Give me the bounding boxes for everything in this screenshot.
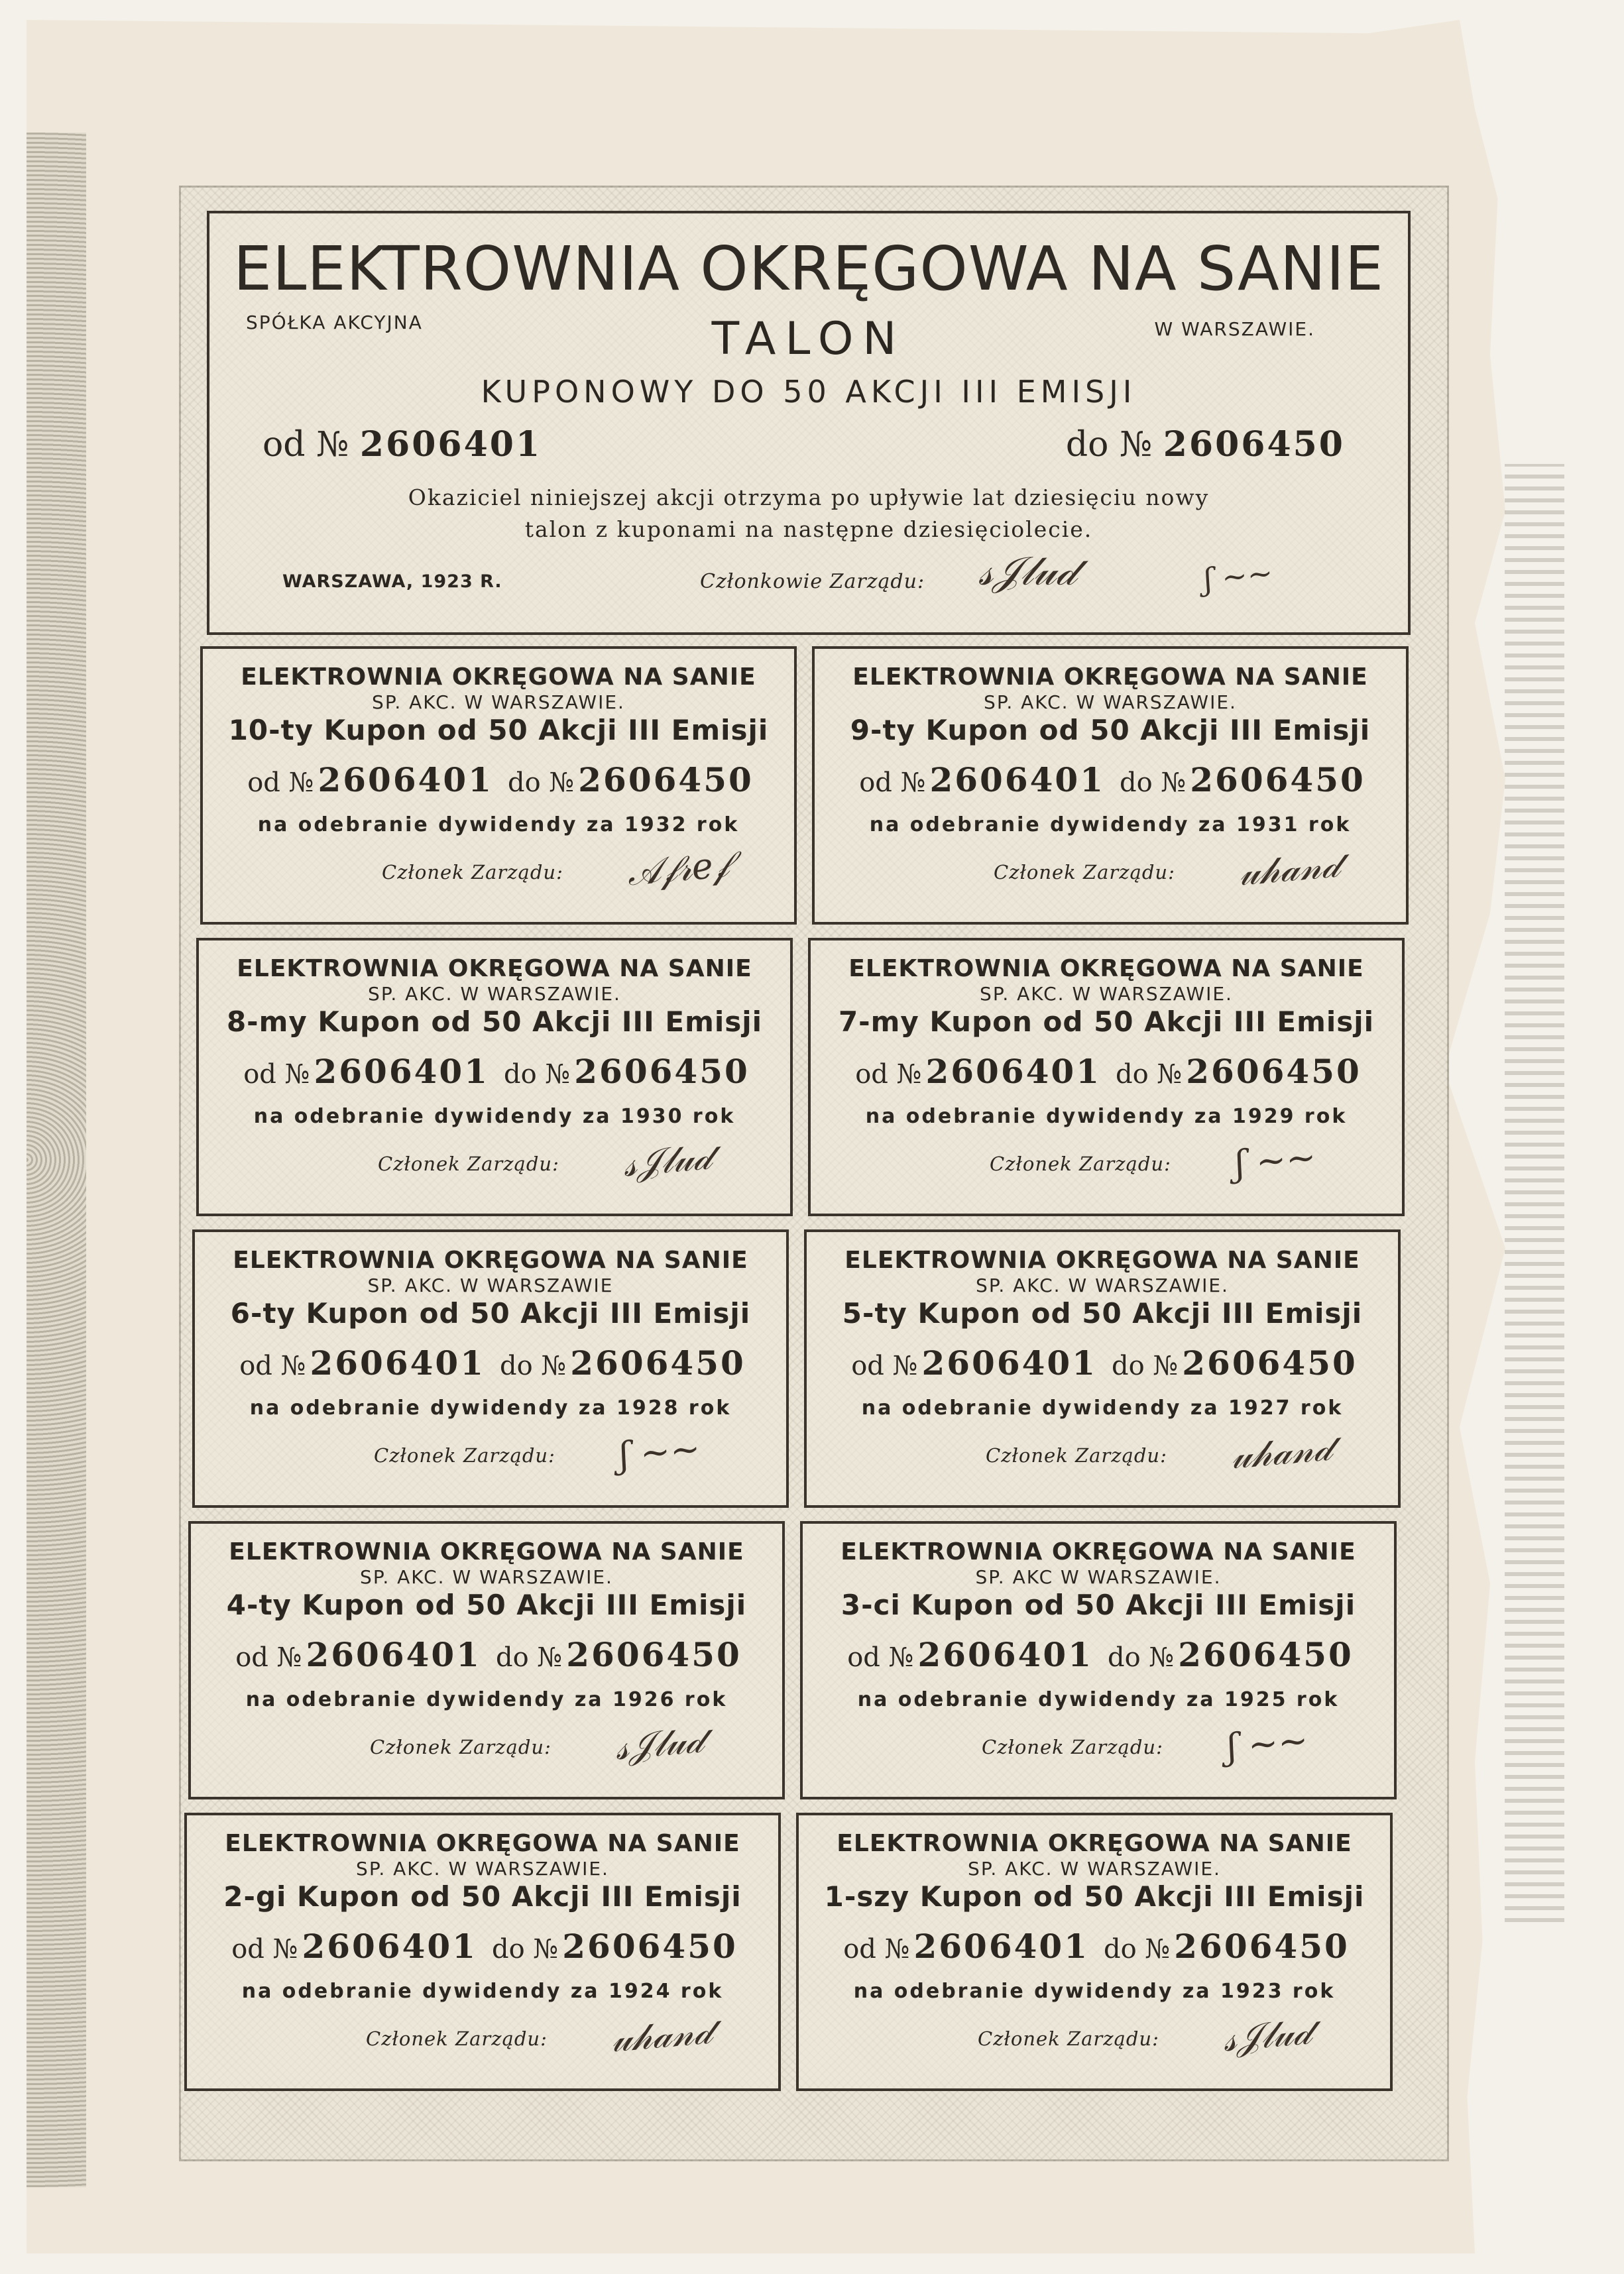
coupon-company: ELEKTROWNIA OKRĘGOWA NA SANIE: [241, 663, 756, 691]
coupon-subtitle: SP. AKC. W WARSZAWIE.: [368, 983, 621, 1005]
coupon-member-label: Członek Zarządu:: [374, 1444, 555, 1467]
coupon-subtitle: SP. AKC. W WARSZAWIE.: [984, 691, 1237, 713]
coupon-member-label: Członek Zarządu:: [982, 1736, 1163, 1758]
coupon-subtitle: SP. AKC. W WARSZAWIE.: [356, 1858, 609, 1880]
talon-description: Okaziciel niniejszej akcji otrzyma po upływie lat dziesięciu nowy talon z kuponami na następne dziesięciolecie.: [408, 484, 1210, 542]
coupon-dividend: na odebranie dywidendy za 1925 rok: [857, 1688, 1340, 1711]
coupon-company: ELEKTROWNIA OKRĘGOWA NA SANIE: [848, 955, 1364, 982]
coupon-dividend: na odebranie dywidendy za 1923 rok: [853, 1980, 1336, 2003]
coupon-range: od № 2606401 do № 2606450: [859, 760, 1365, 799]
place-date: WARSZAWA, 1923 R.: [282, 571, 502, 592]
coupon-title: 4-ty Kupon od 50 Akcji III Emisji: [226, 1589, 747, 1621]
coupon-dividend: na odebranie dywidendy za 1928 rok: [249, 1396, 732, 1420]
coupon-company: ELEKTROWNIA OKRĘGOWA NA SANIE: [841, 1538, 1356, 1565]
coupon-dividend: na odebranie dywidendy za 1924 rok: [241, 1980, 724, 2003]
range-to: do № 2606450: [1065, 424, 1345, 465]
coupon-company: ELEKTROWNIA OKRĘGOWA NA SANIE: [233, 1247, 748, 1274]
coupon-box: [184, 1813, 781, 2091]
coupon-company: ELEKTROWNIA OKRĘGOWA NA SANIE: [225, 1830, 740, 1857]
coupon-company: ELEKTROWNIA OKRĘGOWA NA SANIE: [852, 663, 1368, 691]
coupon-member-label: Członek Zarządu:: [366, 2027, 548, 2050]
coupon-signature: ʃ ∼∼: [1225, 1719, 1310, 1768]
signature-1: 𝓈𝒥𝓁𝓊𝒹: [978, 548, 1076, 595]
coupon-signature: 𝓈𝒥𝓁𝓊𝒹: [621, 1135, 713, 1185]
coupon-signature: 𝓊𝒽𝒶𝓃𝒹: [1229, 1426, 1334, 1477]
coupon-range: od № 2606401 do № 2606450: [247, 760, 754, 799]
coupon-dividend: na odebranie dywidendy za 1930 rok: [253, 1105, 736, 1128]
coupon-box: [188, 1521, 785, 1799]
coupon-subtitle: SP. AKC. W WARSZAWIE: [367, 1275, 614, 1296]
coupon-title: 2-gi Kupon od 50 Akcji III Emisji: [223, 1880, 742, 1913]
coupon-range: od № 2606401 do № 2606450: [851, 1343, 1358, 1383]
board-members-label: Członkowie Zarządu:: [700, 570, 925, 593]
signature-2: ʃ ∼∼: [1202, 554, 1275, 598]
coupon-box: [800, 1521, 1397, 1799]
coupon-member-label: Członek Zarządu:: [382, 861, 563, 883]
coupon-box: [812, 646, 1409, 925]
coupon-dividend: na odebranie dywidendy za 1927 rok: [861, 1396, 1344, 1420]
coupon-company: ELEKTROWNIA OKRĘGOWA NA SANIE: [844, 1247, 1360, 1274]
bleed-through-text: [1505, 464, 1564, 1922]
coupon-signature: ʃ ∼∼: [1233, 1135, 1318, 1185]
coupon-range: od № 2606401 do № 2606450: [235, 1635, 742, 1674]
coupon-subtitle: SP. AKC. W WARSZAWIE.: [360, 1566, 613, 1588]
coupon-range: od № 2606401 do № 2606450: [855, 1052, 1362, 1091]
coupon-dividend: na odebranie dywidendy za 1926 rok: [245, 1688, 728, 1711]
coupon-company: ELEKTROWNIA OKRĘGOWA NA SANIE: [229, 1538, 744, 1565]
coupon-dividend: na odebranie dywidendy za 1932 rok: [257, 813, 740, 836]
coupon-box: [808, 938, 1405, 1216]
coupon-title: 8-my Kupon od 50 Akcji III Emisji: [226, 1005, 763, 1038]
company-city: W WARSZAWIE.: [1154, 318, 1315, 340]
coupon-range: od № 2606401 do № 2606450: [239, 1343, 746, 1383]
coupon-range: od № 2606401 do № 2606450: [243, 1052, 750, 1091]
coupon-title: 3-ci Kupon od 50 Akcji III Emisji: [841, 1589, 1356, 1621]
coupon-box: [804, 1229, 1401, 1508]
coupon-member-label: Członek Zarządu:: [378, 1153, 559, 1175]
coupon-member-label: Członek Zarządu:: [986, 1444, 1167, 1467]
coupon-signature: 𝒜𝒻𝓇𝑒𝒻: [625, 843, 731, 894]
company-type: SPÓŁKA AKCYJNA: [246, 312, 423, 333]
coupon-title: 5-ty Kupon od 50 Akcji III Emisji: [842, 1297, 1363, 1330]
coupon-signature: 𝓊𝒽𝒶𝓃𝒹: [609, 2010, 714, 2061]
talon-heading: TALON: [711, 313, 906, 365]
coupon-dividend: na odebranie dywidendy za 1931 rok: [869, 813, 1352, 836]
coupon-title: 9-ty Kupon od 50 Akcji III Emisji: [850, 714, 1371, 746]
coupon-member-label: Członek Zarządu:: [370, 1736, 551, 1758]
coupon-signature: 𝓈𝒥𝓁𝓊𝒹: [1221, 2010, 1313, 2060]
coupon-title: 10-ty Kupon od 50 Akcji III Emisji: [228, 714, 769, 746]
coupon-title: 1-szy Kupon od 50 Akcji III Emisji: [824, 1880, 1365, 1913]
coupon-signature: ʃ ∼∼: [617, 1427, 702, 1477]
coupon-range: od № 2606401 do № 2606450: [847, 1635, 1354, 1674]
company-title: ELEKTROWNIA OKRĘGOWA NA SANIE: [233, 233, 1385, 304]
coupon-member-label: Członek Zarządu:: [990, 1153, 1171, 1175]
talon-header: [207, 211, 1411, 635]
coupon-dividend: na odebranie dywidendy za 1929 rok: [865, 1105, 1348, 1128]
coupon-company: ELEKTROWNIA OKRĘGOWA NA SANIE: [837, 1830, 1352, 1857]
coupon-box: [196, 938, 793, 1216]
coupon-title: 6-ty Kupon od 50 Akcji III Emisji: [230, 1297, 751, 1330]
coupon-box: [200, 646, 797, 925]
coupon-signature: 𝓊𝒽𝒶𝓃𝒹: [1237, 843, 1342, 894]
coupon-box: [796, 1813, 1393, 2091]
talon-subheading: KUPONOWY DO 50 AKCJI III EMISJI: [481, 374, 1137, 410]
coupon-member-label: Członek Zarządu:: [978, 2027, 1159, 2050]
coupon-title: 7-my Kupon od 50 Akcji III Emisji: [838, 1005, 1375, 1038]
coupon-subtitle: SP. AKC. W WARSZAWIE.: [968, 1858, 1221, 1880]
coupon-range: od № 2606401 do № 2606450: [843, 1927, 1350, 1966]
coupon-member-label: Członek Zarządu:: [994, 861, 1175, 883]
coupon-range: od № 2606401 do № 2606450: [231, 1927, 738, 1966]
coupon-company: ELEKTROWNIA OKRĘGOWA NA SANIE: [237, 955, 752, 982]
coupon-signature: 𝓈𝒥𝓁𝓊𝒹: [613, 1719, 705, 1768]
coupon-subtitle: SP. AKC W WARSZAWIE.: [975, 1566, 1222, 1588]
coupon-subtitle: SP. AKC. W WARSZAWIE.: [976, 1275, 1229, 1296]
range-from: od № 2606401: [262, 424, 542, 465]
coupon-box: [192, 1229, 789, 1508]
coupon-subtitle: SP. AKC. W WARSZAWIE.: [372, 691, 625, 713]
coupon-subtitle: SP. AKC. W WARSZAWIE.: [980, 983, 1233, 1005]
guilloche-border: [27, 133, 86, 2187]
